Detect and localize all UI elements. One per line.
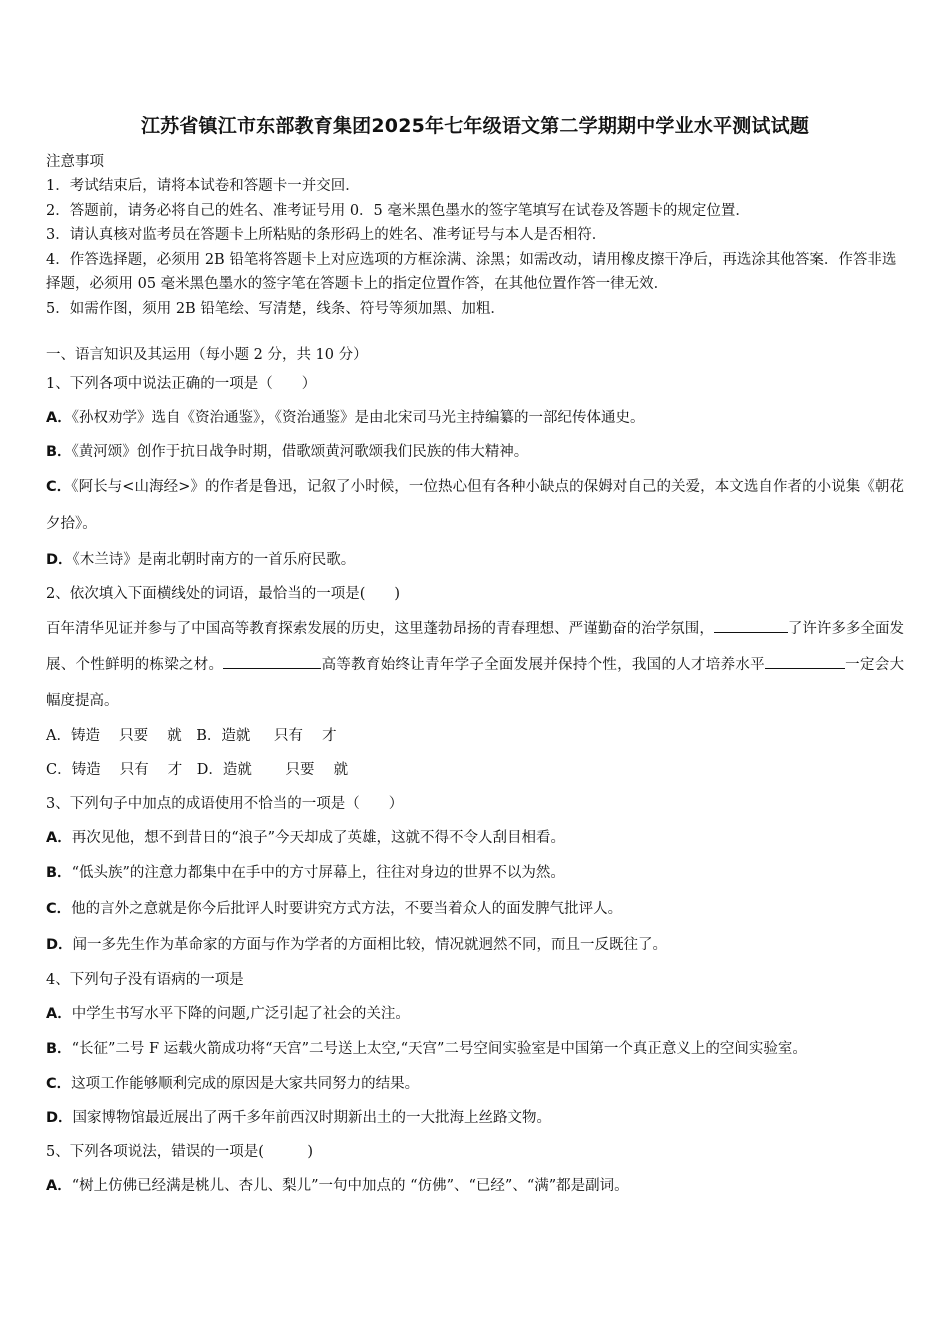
question-5-option-a <box>46 1169 904 1203</box>
option-text: 《木兰诗》是南北朝时南方的一首乐府民歌。 <box>72 552 356 568</box>
question-3-option-d <box>46 927 904 963</box>
option-text: 他的言外之意就是你今后批评人时要讲究方式方法，不要当着众人的面发脾气批评人。 <box>71 901 623 917</box>
option-label: B． <box>46 444 72 460</box>
option-label: D． <box>46 552 73 568</box>
question-3-option-c <box>46 891 904 927</box>
option-label: B． <box>46 1041 72 1057</box>
passage-part-3: 高等教育始终让青年学子全面发展并保持个性，我国的人才培养水平 <box>321 657 765 673</box>
option-text: 国家博物馆最近展出了两千多年前西汉时期新出土的一大批海上丝路文物。 <box>72 1110 552 1126</box>
question-4-option-b <box>46 1031 904 1067</box>
option-text: 再次见他，想不到昔日的“浪子”今天却成了英雄，这就不得不令人刮目相看。 <box>71 830 566 846</box>
question-1-option-a <box>46 401 904 435</box>
question-4-option-c <box>46 1067 904 1101</box>
option-label: C． <box>46 901 72 917</box>
option-text: 《黄河颂》创作于抗日战争时期，借歌颂黄河歌颂我们民族的伟大精神。 <box>71 444 529 460</box>
notice-heading: 注意事项 <box>46 154 104 170</box>
option-text: “长征”二号 F 运载火箭成功将“天宫”二号送上太空,“天宫”二号空间实验室是中国第一个真正意义上的空间实验室。 <box>71 1041 807 1057</box>
notice-item-3: 3．请认真核对监考员在答题卡上所粘贴的条形码上的姓名、准考证号与本人是否相符． <box>46 227 607 243</box>
question-4-option-d <box>46 1101 904 1135</box>
option-label: D． <box>46 937 73 953</box>
question-3-option-b <box>46 855 904 891</box>
fill-blank-2 <box>223 654 321 669</box>
question-4-option-a <box>46 997 904 1031</box>
notice-item-4: 4．作答选择题，必须用 2B 铅笔将答题卡上对应选项的方框涂满、涂黑；如需改动，请用橡皮擦干净后，再选涂其他答案．作答非选择题，必须用 05 毫米黑色墨水的签字笔在答题卡上的指定位置作答，在其他位置作答一律无效． <box>46 251 897 292</box>
question-2-options-row-1: A．铸造 只要 就 B．造就 只有 才 <box>46 728 337 744</box>
notice-item-2: 2．答题前，请务必将自己的姓名、准考证号用 0．5 毫米黑色墨水的签字笔填写在试卷及答题卡的规定位置． <box>46 202 750 219</box>
question-1-option-b <box>46 435 904 469</box>
notice-item-1: 1．考试结束后，请将本试卷和答题卡一并交回． <box>46 178 360 194</box>
option-text: 《孙权劝学》选自《资治通鉴》，《资治通鉴》是由北宋司马光主持编纂的一部纪传体通史。 <box>71 410 645 426</box>
passage-part-1: 百年清华见证并参与了中国高等教育探索发展的历史，这里蓬勃昂扬的青春理想、严谨勤奋的治学氛围， <box>46 621 714 637</box>
option-label: B． <box>46 865 72 881</box>
option-label: A． <box>46 1178 72 1194</box>
option-label: D． <box>46 1110 73 1126</box>
option-text: 《阿长与<山海经>》的作者是鲁迅，记叙了小时候，一位热心但有各种小缺点的保姆对自己的关爱，本文选自作者的小说集《朝花夕拾》。 <box>46 479 904 532</box>
option-label: A． <box>46 410 72 426</box>
question-1-stem: 1、下列各项中说法正确的一项是（ ） <box>46 376 317 392</box>
passage-part-4: 一定会大幅度提高。 <box>46 657 905 709</box>
option-text: 闻一多先生作为革命家的方面与作为学者的方面相比较，情况就迥然不同，而且一反既往了。 <box>72 937 668 953</box>
notice-item-5: 5．如需作图，须用 2B 铅笔绘、写清楚，线条、符号等须加黑、加粗． <box>46 300 505 317</box>
option-label: A． <box>46 1006 72 1022</box>
page-title: 江苏省镇江市东部教育集团2025年七年级语文第二学期期中学业水平测试试题 <box>140 115 810 137</box>
question-1-option-c <box>46 469 904 543</box>
fill-blank-3 <box>765 654 845 669</box>
question-1-option-d <box>46 543 904 577</box>
question-3-option-a <box>46 821 904 855</box>
option-text: 中学生书写水平下降的问题,广泛引起了社会的关注。 <box>71 1006 410 1022</box>
question-4-stem: 4、下列句子没有语病的一项是 <box>46 972 244 988</box>
question-5-stem: 5、下列各项说法，错误的一项是( ) <box>46 1144 314 1160</box>
option-text: 这项工作能够顺利完成的原因是大家共同努力的结果。 <box>71 1076 420 1092</box>
question-2-options-row-2: C．铸造 只有 才 D．造就 只要 就 <box>46 762 349 778</box>
passage-part-2: 了许许多多全面发展、个性鲜明的栋梁之材。 <box>46 621 905 673</box>
option-label: A． <box>46 830 72 846</box>
option-text: “树上仿佛已经满是桃儿、杏儿、梨儿”一句中加点的 “仿佛”、“已经”、“满”都是副词。 <box>71 1178 629 1194</box>
option-label: C． <box>46 1076 72 1092</box>
option-text: “低头族”的注意力都集中在手中的方寸屏幕上，往往对身边的世界不以为然。 <box>71 865 565 881</box>
question-2-stem: 2、依次填入下面横线处的词语，最恰当的一项是( ) <box>46 586 401 602</box>
section-heading: 一、语言知识及其运用（每小题 2 分，共 10 分） <box>46 347 368 363</box>
question-2-passage <box>46 611 904 719</box>
question-3-stem: 3、下列句子中加点的成语使用不恰当的一项是（ ） <box>46 796 404 812</box>
fill-blank-1 <box>714 618 788 633</box>
spacer <box>46 321 904 343</box>
option-label: C． <box>46 479 72 495</box>
